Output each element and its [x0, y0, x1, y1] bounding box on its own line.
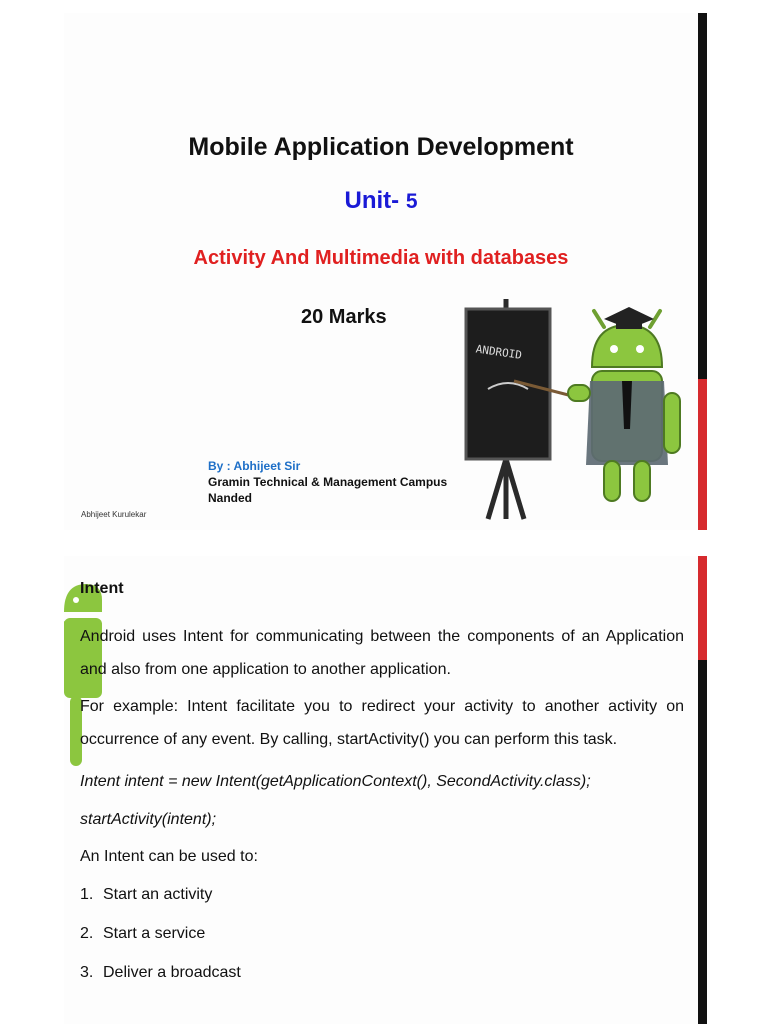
intent-example: For example: Intent facilitate you to redirect your activity to another activity on occurrence of any event. By calling, startActivity() you can perform this task. [80, 698, 684, 748]
content-slide [64, 556, 707, 1024]
list-text: Deliver a broadcast [103, 964, 241, 981]
unit-subtitle: Activity And Multimedia with databases [193, 247, 569, 269]
board-text: ANDROID [474, 342, 523, 362]
title-slide [64, 13, 707, 530]
unit-heading [64, 187, 698, 215]
footer-author: Abhijeet Kurulekar [81, 510, 147, 519]
slide-edge-red [698, 556, 707, 660]
android-teacher-icon [454, 289, 694, 529]
author-line: By : Abhijeet Sir [208, 459, 301, 473]
list-number: 3. [80, 964, 94, 981]
course-title: Mobile Application Development [188, 133, 574, 161]
code-line-2: startActivity(intent); [80, 811, 217, 828]
section-heading: Intent [80, 580, 124, 597]
institute-line-2: Nanded [208, 491, 253, 505]
slide-edge-black [698, 13, 707, 379]
author-block [208, 458, 447, 506]
list-item [80, 925, 684, 943]
code-line-1: Intent intent = new Intent(getApplicationContext(), SecondActivity.class); [80, 773, 591, 790]
uses-intro: An Intent can be used to: [80, 848, 258, 865]
marks-label: 20 Marks [301, 306, 387, 328]
list-number: 2. [80, 925, 94, 942]
slide-body [80, 580, 684, 1003]
intent-description: Android uses Intent for communicating between the components of an Application and also from one application to another application. [80, 628, 684, 678]
unit-label: Unit- [344, 187, 400, 214]
list-text: Start an activity [103, 886, 213, 903]
slide-edge-red [698, 379, 707, 530]
unit-number: 5 [405, 190, 418, 213]
institute-line-1: Gramin Technical & Management Campus [208, 475, 448, 489]
list-number: 1. [80, 886, 94, 903]
list-item [80, 886, 684, 904]
list-item [80, 964, 684, 982]
slide-edge-black [698, 660, 707, 1024]
list-text: Start a service [103, 925, 206, 942]
uses-list [80, 886, 684, 982]
